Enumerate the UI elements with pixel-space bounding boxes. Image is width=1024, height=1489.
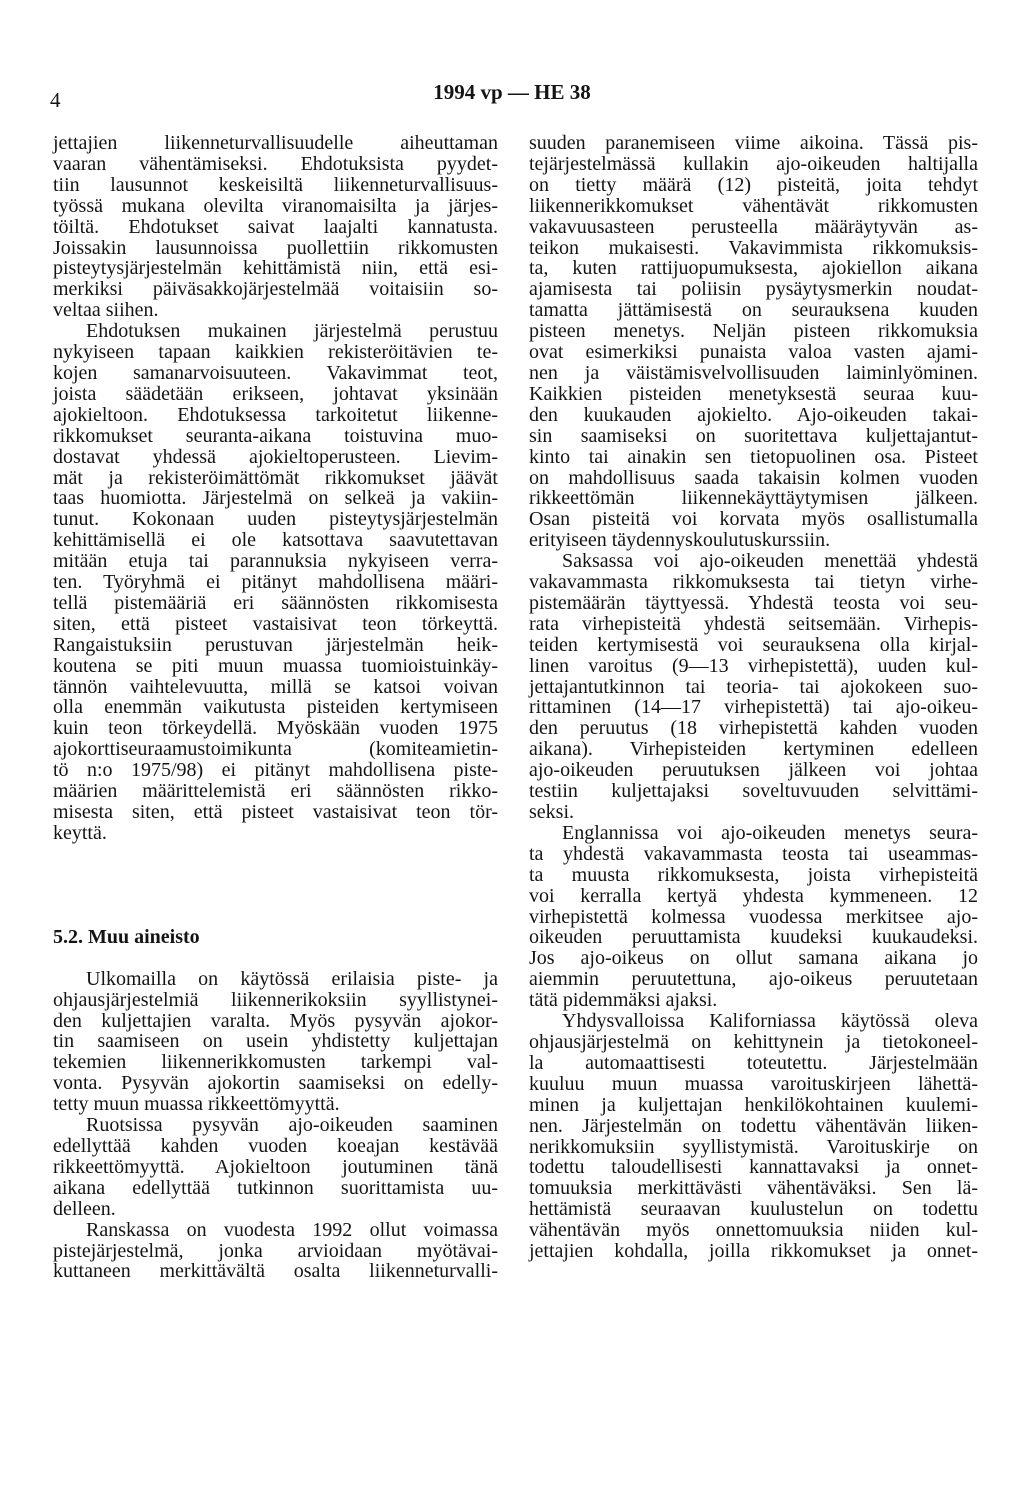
text-line: ta, kuten rattijuopumuksesta, ajokiellon aikana <box>529 257 978 280</box>
text-line: tö n:o 1975/98) ei pitänyt mahdollisena piste- <box>53 759 498 782</box>
text-line: rikkeettömän liikennekäyttäytymisen jälkeen. <box>529 487 978 510</box>
text-line: tin saamiseen on usein yhdistetty kuljettajan <box>53 1030 498 1053</box>
text-line: pisteytysjärjestelmän kehittämistä niin, että esi- <box>53 257 498 280</box>
text-line: la automaattisesti toteutettu. Järjestelmään <box>529 1051 978 1074</box>
text-line: keyttä. <box>53 821 107 844</box>
text-line: Rangaistuksiin perustuvan järjestelmän heik- <box>53 633 498 656</box>
text-line: tellä pistemääriä eri säännösten rikkomisesta <box>53 591 498 614</box>
text-line: voi kerralla kertyä yhdesta kymmeneen. 12 <box>529 884 978 907</box>
text-line: tekemien liikennerikkomusten tarkempi val- <box>53 1051 498 1074</box>
text-line: nykyiseen tapaan kaikkien rekisteröitävien te- <box>53 341 498 364</box>
text-line: teiden kertymisestä voi seurauksena olla kirjal- <box>529 633 978 656</box>
text-line: rikkomukset seuranta-aikana toistuvina muo- <box>53 424 498 447</box>
text-line: aikana). Virhepisteiden kertyminen edelleen <box>529 738 978 761</box>
text-line: Joissakin lausunnoissa puollettiin rikkomusten <box>53 236 498 259</box>
text-line: kuuluu muun muassa varoituskirjeen lähettä- <box>529 1072 978 1095</box>
text-line: ajo-oikeuden peruutuksen jälkeen voi johtaa <box>529 759 978 782</box>
paragraph <box>53 321 498 844</box>
paragraph <box>529 823 978 1011</box>
text-line: vähentävän myös onnettomuuksia niiden kul- <box>529 1219 978 1242</box>
text-line: Osan pisteitä voi korvata myös osallistumalla <box>529 508 978 531</box>
text-line: den kuukauden ajokielto. Ajo-oikeuden takai- <box>529 403 978 426</box>
text-line: sin saamiseksi on suoritettava kuljettajantut- <box>529 424 978 447</box>
text-line: koutena se piti muun muassa tuomioistuinkäy- <box>53 654 498 677</box>
text-line: ovat esimerkiksi punaista valoa vasten ajami- <box>529 341 978 364</box>
text-line: todettu taloudellisesti kannattavaksi ja onnet- <box>529 1156 978 1179</box>
text-line: aiemmin peruutettuna, ajo-oikeus peruutetaan <box>529 968 978 991</box>
text-line: testiin kuljettajaksi soveltuvuuden selvittämi- <box>529 780 978 803</box>
text-line: on tietty määrä (12) pisteitä, joita tehdyt <box>529 173 978 196</box>
text-line: vakavammasta rikkomuksesta tai tietyn virhe- <box>529 571 978 594</box>
text-line: tätä pidemmäksi ajaksi. <box>529 989 718 1012</box>
text-line: pisteen menetys. Neljän pisteen rikkomuksia <box>529 320 978 343</box>
text-line: oikeuden peruuttamista kuudeksi kuukaudeksi. <box>529 926 978 949</box>
text-line: tamatta jättämisestä on seurauksena kuuden <box>529 299 978 322</box>
text-line: vaaran vähentämiseksi. Ehdotuksista pyydet- <box>53 152 498 175</box>
text-line: joista säädetään erikseen, johtavat yksinään <box>53 382 498 405</box>
paragraph <box>529 133 978 551</box>
text-line: delleen. <box>53 1197 116 1220</box>
left-column <box>53 133 498 1282</box>
text-line: tiin lausunnot keskeisiltä liikenneturvallisuus- <box>53 173 498 196</box>
text-line: töiltä. Ehdotukset saivat laajalti kannatusta. <box>53 215 498 238</box>
text-line: Englannissa voi ajo-oikeuden menetys seura- <box>562 821 978 844</box>
text-line: pistemäärän täyttyessä. Yhdestä teosta voi seu- <box>529 591 978 614</box>
paragraph <box>53 969 498 1115</box>
text-line: misesta siten, että pisteet vastaisivat teon tör- <box>53 801 498 823</box>
text-line: kojen samanarvoisuuteen. Vakavimmat teot, <box>53 361 498 384</box>
text-line: mitään etuja tai parannuksia nykyiseen verra- <box>53 550 498 573</box>
text-line: teikon mukaisesti. Vakavimmista rikkomuksis- <box>529 236 978 259</box>
text-line: taas huomiotta. Järjestelmä on selkeä ja vakiin- <box>53 487 498 510</box>
text-line: veltaa siihen. <box>53 299 159 322</box>
text-line: tomuuksia merkittävästi vähentäväksi. Sen lä- <box>529 1177 978 1200</box>
text-line: ta yhdestä vakavammasta teosta tai useammas- <box>529 842 978 865</box>
text-line: edellyttää kahden vuoden koeajan kestävää <box>53 1134 498 1157</box>
text-line: ten. Työryhmä ei pitänyt mahdollisena määri- <box>53 571 498 594</box>
text-line: mät ja rekisteröimättömät rikkomukset jäävät <box>53 466 498 489</box>
paragraph <box>529 1011 978 1262</box>
text-line: suuden paranemiseen viime aikoina. Tässä pis- <box>529 132 978 154</box>
text-line: Jos ajo-oikeus on ollut samana aikana jo <box>529 947 978 970</box>
text-line: aikana edellyttää tutkinnon suorittamista uu- <box>53 1176 498 1199</box>
section-heading: 5.2. Muu aineisto <box>53 925 200 948</box>
text-line: hettämistä seuraavan kuulustelun on todettu <box>529 1198 978 1221</box>
paragraph <box>53 133 498 321</box>
text-line: siten, että pisteet vastaisivat teon törkeyttä. <box>53 612 498 635</box>
text-line: Saksassa voi ajo-oikeuden menettää yhdestä <box>562 550 978 573</box>
text-line: seksi. <box>529 801 574 823</box>
text-line: jettajien kohdalla, joilla rikkomukset ja onnet- <box>529 1240 978 1263</box>
text-line: rikkeettömyyttä. Ajokieltoon joutuminen tänä <box>53 1155 498 1178</box>
text-line: nerikkomuksiin syyllistymistä. Varoituskirje on <box>529 1135 978 1158</box>
text-line: ajokorttiseuraamustoimikunta (komiteamietin- <box>53 738 498 761</box>
paragraph <box>529 551 978 823</box>
text-line: ohjausjärjestelmiä liikennerikoksiin syyllistynei- <box>53 988 498 1011</box>
text-line: liikennerikkomukset vähentävät rikkomusten <box>529 194 978 217</box>
text-line: tetty muun muassa rikkeettömyyttä. <box>53 1093 340 1116</box>
text-line: Ehdotuksen mukainen järjestelmä perustuu <box>86 320 498 343</box>
text-line: dostavat yhdessä ajokieltoperusteen. Lievim- <box>53 445 498 468</box>
text-line: vonta. Pysyvän ajokortin saamiseksi on edelly- <box>53 1072 498 1095</box>
text-line: rata virhepisteitä yhdestä seitsemään. Virhepis- <box>529 612 978 635</box>
text-line: ajamisesta tai poliisin pysäytysmerkin noudat- <box>529 278 978 301</box>
text-line: tejärjestelmässä kullakin ajo-oikeuden haltijalla <box>529 152 978 175</box>
text-line: Ranskassa on vuodesta 1992 ollut voimassa <box>86 1218 498 1241</box>
text-line: kehittämisellä ei ole katsottava saavutettavan <box>53 529 498 552</box>
text-line: kuin teon törkeydellä. Myöskään vuoden 1975 <box>53 717 498 740</box>
text-line: kinto tai ainakin sen tietopuolinen osa. Pisteet <box>529 445 978 468</box>
text-line: ajokieltoon. Ehdotuksessa tarkoitetut liikenne- <box>53 403 498 426</box>
paragraph <box>53 1220 498 1283</box>
text-line: tunut. Kokonaan uuden pisteytysjärjestelmän <box>53 508 498 531</box>
text-line: ta muusta rikkomuksesta, joista virhepisteitä <box>529 863 978 886</box>
text-line: den kuljettajien varalta. Myös pysyvän ajokor- <box>53 1009 498 1032</box>
text-line: Yhdysvalloissa Kaliforniassa käytössä oleva <box>562 1010 978 1033</box>
text-line: jettajantutkinnon tai teoria- tai ajokokeen suo- <box>529 675 978 698</box>
text-line: kuttaneen merkittävältä osalta liikenneturvalli- <box>53 1260 498 1283</box>
text-line: olla enemmän vaikutusta pisteiden kertymiseen <box>53 696 498 719</box>
text-line: merkiksi päiväsakkojärjestelmää voitaisiin so- <box>53 278 498 301</box>
text-line: tännön vaihtelevuutta, millä se katsoi voivan <box>53 675 498 698</box>
text-line: vakavuusasteen perusteella määräytyvän as- <box>529 215 978 238</box>
text-line: Ruotsissa pysyvän ajo-oikeuden saaminen <box>86 1114 498 1137</box>
right-column <box>529 133 978 1262</box>
text-line: määrien määrittelemistä eri säännösten rikko- <box>53 780 498 803</box>
paragraph <box>53 1115 498 1220</box>
text-line: jettajien liikenneturvallisuudelle aiheuttaman <box>53 132 498 154</box>
text-line: Kaikkien pisteiden menetyksestä seuraa kuu- <box>529 382 978 405</box>
text-line: ohjausjärjestelmä on kehittynein ja tietokoneel- <box>529 1030 978 1053</box>
text-line: linen varoitus (9—13 virhepistettä), uuden kul- <box>529 654 978 677</box>
text-line: on mahdollisuus saada takaisin kolmen vuoden <box>529 466 978 489</box>
page-number: 4 <box>50 88 61 112</box>
text-line: työssä mukana olevilta viranomaisilta ja järjes- <box>53 194 498 217</box>
text-line: virhepistettä kolmessa vuodessa merkitsee ajo- <box>529 905 978 928</box>
text-line: nen. Järjestelmän on todettu vähentävän liiken- <box>529 1114 978 1137</box>
text-line: erityiseen täydennyskoulutuskurssiin. <box>529 529 831 552</box>
text-line: rittaminen (14—17 virhepistettä) tai ajo-oikeu- <box>529 696 978 719</box>
text-line: den peruutus (18 virhepistettä kahden vuoden <box>529 717 978 740</box>
text-line: pistejärjestelmä, jonka arvioidaan myötävai- <box>53 1239 498 1262</box>
text-line: minen ja kuljettajan henkilökohtainen kuulemi- <box>529 1093 978 1116</box>
text-line: nen ja väistämisvelvollisuuden laiminlyöminen. <box>529 361 978 384</box>
running-header: 1994 vp — HE 38 <box>433 80 591 104</box>
text-line: Ulkomailla on käytössä erilaisia piste- ja <box>86 967 498 990</box>
